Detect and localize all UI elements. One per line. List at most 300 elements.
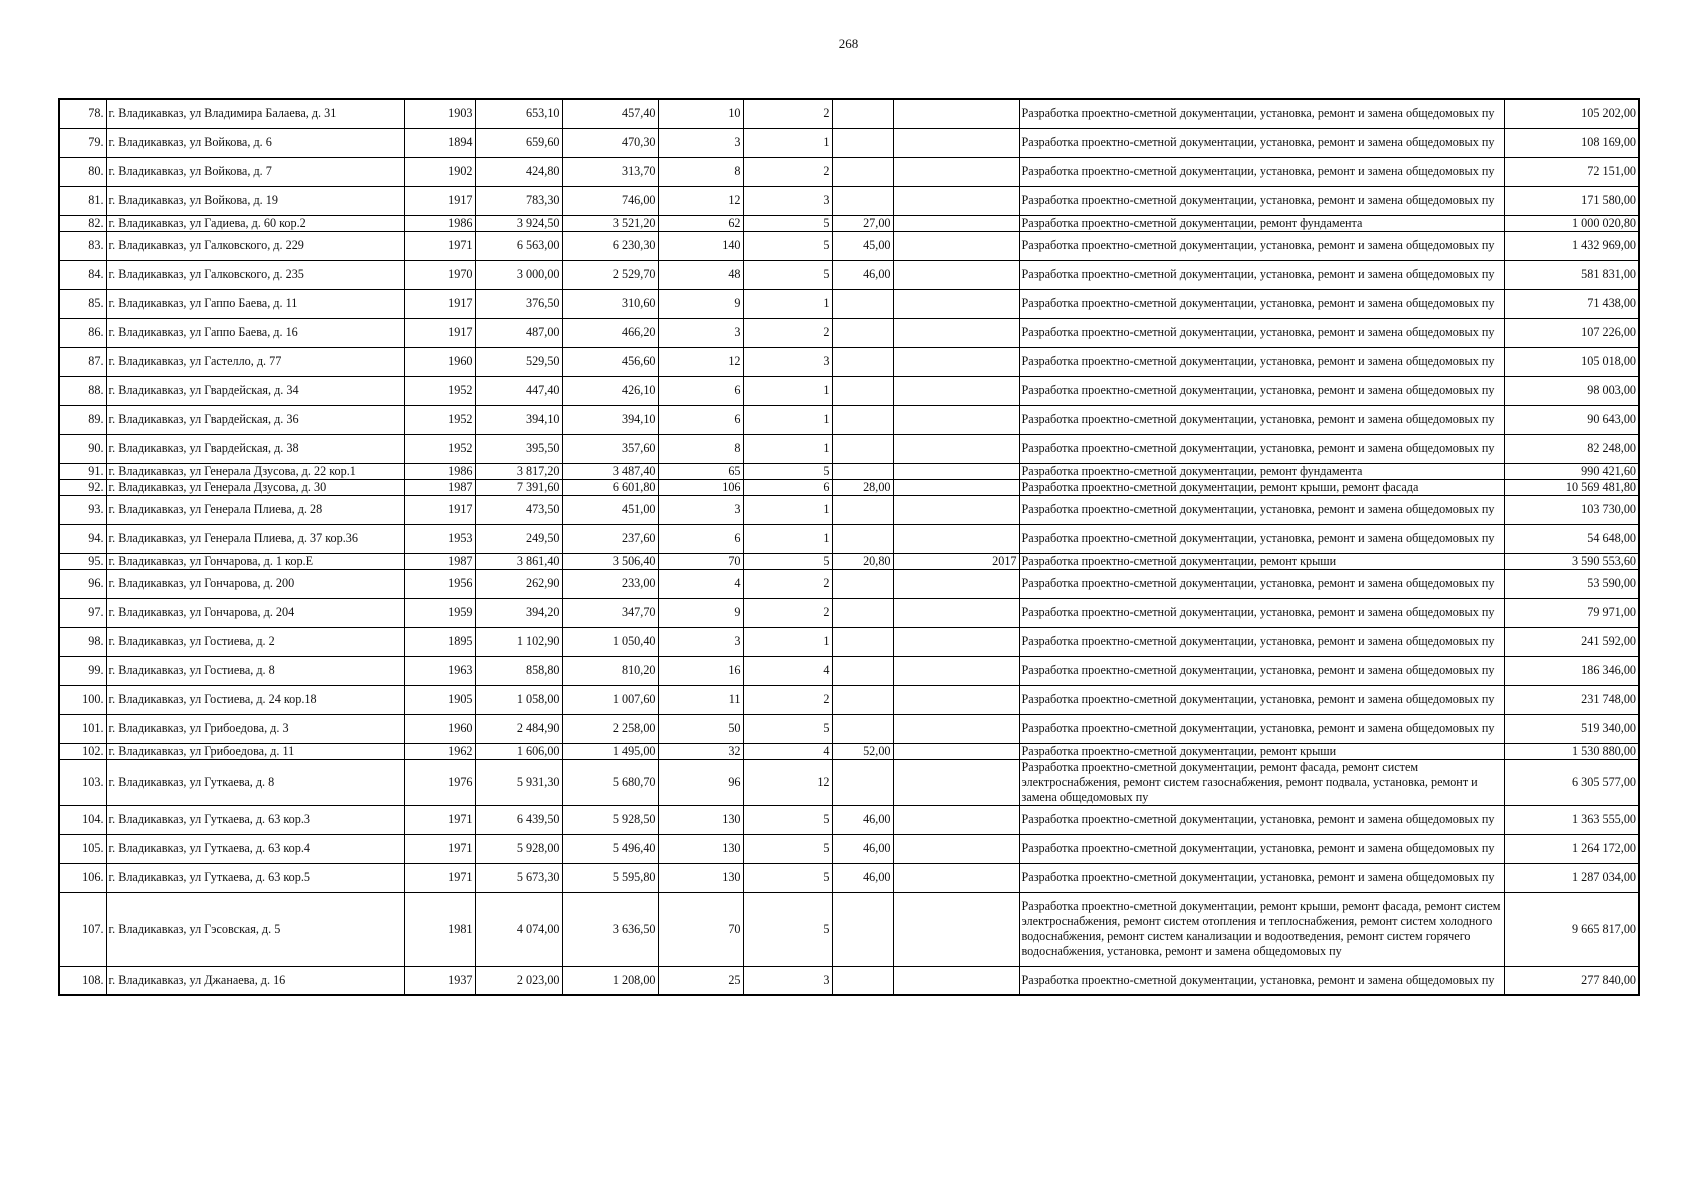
wear-cell xyxy=(832,656,893,685)
cost-cell: 1 530 880,00 xyxy=(1504,743,1639,759)
works-cell: Разработка проектно-сметной документации, установка, ремонт и замена общедомовых пу xyxy=(1019,524,1504,553)
wear-cell xyxy=(832,434,893,463)
living-area-cell: 457,40 xyxy=(562,99,658,128)
total-area-cell: 424,80 xyxy=(475,157,562,186)
year-cell: 1986 xyxy=(404,215,475,231)
year-cell: 1971 xyxy=(404,805,475,834)
residents-cell: 130 xyxy=(658,834,743,863)
table-row xyxy=(59,434,1639,463)
year-cell: 1952 xyxy=(404,376,475,405)
planned-year-cell xyxy=(893,714,1019,743)
living-area-cell: 810,20 xyxy=(562,656,658,685)
wear-cell xyxy=(832,99,893,128)
floors-cell: 1 xyxy=(743,128,832,157)
wear-cell xyxy=(832,376,893,405)
table-row xyxy=(59,289,1639,318)
living-area-cell: 1 208,00 xyxy=(562,966,658,995)
residents-cell: 3 xyxy=(658,318,743,347)
year-cell: 1960 xyxy=(404,347,475,376)
wear-cell xyxy=(832,627,893,656)
wear-cell: 27,00 xyxy=(832,215,893,231)
living-area-cell: 3 636,50 xyxy=(562,892,658,966)
row-number: 85. xyxy=(59,289,106,318)
wear-cell xyxy=(832,524,893,553)
table-row xyxy=(59,347,1639,376)
address-cell: г. Владикавказ, ул Гончарова, д. 1 кор.Е xyxy=(106,553,404,569)
address-cell: г. Владикавказ, ул Гвардейская, д. 36 xyxy=(106,405,404,434)
floors-cell: 3 xyxy=(743,966,832,995)
floors-cell: 4 xyxy=(743,656,832,685)
total-area-cell: 6 563,00 xyxy=(475,231,562,260)
cost-cell: 171 580,00 xyxy=(1504,186,1639,215)
works-cell: Разработка проектно-сметной документации, установка, ремонт и замена общедомовых пу xyxy=(1019,99,1504,128)
address-cell: г. Владикавказ, ул Генерала Плиева, д. 28 xyxy=(106,495,404,524)
table-row xyxy=(59,260,1639,289)
residents-cell: 130 xyxy=(658,805,743,834)
address-cell: г. Владикавказ, ул Грибоедова, д. 11 xyxy=(106,743,404,759)
residents-cell: 3 xyxy=(658,128,743,157)
total-area-cell: 2 023,00 xyxy=(475,966,562,995)
cost-cell: 108 169,00 xyxy=(1504,128,1639,157)
year-cell: 1894 xyxy=(404,128,475,157)
row-number: 84. xyxy=(59,260,106,289)
living-area-cell: 237,60 xyxy=(562,524,658,553)
floors-cell: 3 xyxy=(743,186,832,215)
year-cell: 1917 xyxy=(404,186,475,215)
table-row xyxy=(59,186,1639,215)
cost-cell: 1 363 555,00 xyxy=(1504,805,1639,834)
wear-cell xyxy=(832,157,893,186)
wear-cell: 52,00 xyxy=(832,743,893,759)
floors-cell: 2 xyxy=(743,685,832,714)
total-area-cell: 3 000,00 xyxy=(475,260,562,289)
floors-cell: 1 xyxy=(743,434,832,463)
address-cell: г. Владикавказ, ул Генерала Плиева, д. 37 кор.36 xyxy=(106,524,404,553)
year-cell: 1905 xyxy=(404,685,475,714)
year-cell: 1970 xyxy=(404,260,475,289)
wear-cell: 46,00 xyxy=(832,805,893,834)
row-number: 82. xyxy=(59,215,106,231)
cost-cell: 581 831,00 xyxy=(1504,260,1639,289)
total-area-cell: 529,50 xyxy=(475,347,562,376)
row-number: 103. xyxy=(59,759,106,805)
floors-cell: 5 xyxy=(743,260,832,289)
housing-repair-table xyxy=(58,98,1640,996)
planned-year-cell xyxy=(893,834,1019,863)
total-area-cell: 653,10 xyxy=(475,99,562,128)
table-row xyxy=(59,99,1639,128)
address-cell: г. Владикавказ, ул Войкова, д. 7 xyxy=(106,157,404,186)
table-row xyxy=(59,685,1639,714)
year-cell: 1917 xyxy=(404,495,475,524)
total-area-cell: 5 928,00 xyxy=(475,834,562,863)
floors-cell: 5 xyxy=(743,805,832,834)
planned-year-cell xyxy=(893,892,1019,966)
residents-cell: 12 xyxy=(658,186,743,215)
total-area-cell: 394,20 xyxy=(475,598,562,627)
table-row xyxy=(59,524,1639,553)
residents-cell: 3 xyxy=(658,627,743,656)
floors-cell: 2 xyxy=(743,598,832,627)
table-row xyxy=(59,743,1639,759)
works-cell: Разработка проектно-сметной документации, установка, ремонт и замена общедомовых пу xyxy=(1019,656,1504,685)
wear-cell xyxy=(832,347,893,376)
living-area-cell: 456,60 xyxy=(562,347,658,376)
table-body xyxy=(59,99,1639,995)
year-cell: 1963 xyxy=(404,656,475,685)
works-cell: Разработка проектно-сметной документации, установка, ремонт и замена общедомовых пу xyxy=(1019,714,1504,743)
wear-cell: 46,00 xyxy=(832,260,893,289)
works-cell: Разработка проектно-сметной документации, установка, ремонт и замена общедомовых пу xyxy=(1019,434,1504,463)
total-area-cell: 473,50 xyxy=(475,495,562,524)
year-cell: 1917 xyxy=(404,318,475,347)
planned-year-cell xyxy=(893,759,1019,805)
year-cell: 1981 xyxy=(404,892,475,966)
living-area-cell: 2 258,00 xyxy=(562,714,658,743)
row-number: 95. xyxy=(59,553,106,569)
planned-year-cell xyxy=(893,347,1019,376)
floors-cell: 1 xyxy=(743,524,832,553)
planned-year-cell xyxy=(893,479,1019,495)
floors-cell: 12 xyxy=(743,759,832,805)
planned-year-cell xyxy=(893,685,1019,714)
works-cell: Разработка проектно-сметной документации, установка, ремонт и замена общедомовых пу xyxy=(1019,685,1504,714)
floors-cell: 2 xyxy=(743,318,832,347)
works-cell: Разработка проектно-сметной документации, установка, ремонт и замена общедомовых пу xyxy=(1019,495,1504,524)
living-area-cell: 5 680,70 xyxy=(562,759,658,805)
row-number: 86. xyxy=(59,318,106,347)
floors-cell: 1 xyxy=(743,405,832,434)
cost-cell: 6 305 577,00 xyxy=(1504,759,1639,805)
year-cell: 1959 xyxy=(404,598,475,627)
floors-cell: 5 xyxy=(743,834,832,863)
floors-cell: 1 xyxy=(743,495,832,524)
address-cell: г. Владикавказ, ул Галковского, д. 229 xyxy=(106,231,404,260)
cost-cell: 72 151,00 xyxy=(1504,157,1639,186)
total-area-cell: 249,50 xyxy=(475,524,562,553)
residents-cell: 62 xyxy=(658,215,743,231)
planned-year-cell xyxy=(893,128,1019,157)
residents-cell: 70 xyxy=(658,553,743,569)
planned-year-cell xyxy=(893,598,1019,627)
living-area-cell: 3 487,40 xyxy=(562,463,658,479)
planned-year-cell xyxy=(893,215,1019,231)
row-number: 97. xyxy=(59,598,106,627)
table-row xyxy=(59,627,1639,656)
address-cell: г. Владикавказ, ул Гуткаева, д. 63 кор.4 xyxy=(106,834,404,863)
year-cell: 1976 xyxy=(404,759,475,805)
works-cell: Разработка проектно-сметной документации, установка, ремонт и замена общедомовых пу xyxy=(1019,966,1504,995)
address-cell: г. Владикавказ, ул Гаппо Баева, д. 16 xyxy=(106,318,404,347)
living-area-cell: 6 601,80 xyxy=(562,479,658,495)
address-cell: г. Владикавказ, ул Джанаева, д. 16 xyxy=(106,966,404,995)
total-area-cell: 783,30 xyxy=(475,186,562,215)
floors-cell: 1 xyxy=(743,289,832,318)
works-cell: Разработка проектно-сметной документации, установка, ремонт и замена общедомовых пу xyxy=(1019,805,1504,834)
residents-cell: 3 xyxy=(658,495,743,524)
table-row xyxy=(59,376,1639,405)
cost-cell: 10 569 481,80 xyxy=(1504,479,1639,495)
residents-cell: 6 xyxy=(658,405,743,434)
table-row xyxy=(59,495,1639,524)
cost-cell: 1 000 020,80 xyxy=(1504,215,1639,231)
residents-cell: 32 xyxy=(658,743,743,759)
planned-year-cell xyxy=(893,186,1019,215)
living-area-cell: 394,10 xyxy=(562,405,658,434)
living-area-cell: 466,20 xyxy=(562,318,658,347)
address-cell: г. Владикавказ, ул Войкова, д. 19 xyxy=(106,186,404,215)
living-area-cell: 451,00 xyxy=(562,495,658,524)
row-number: 90. xyxy=(59,434,106,463)
floors-cell: 1 xyxy=(743,376,832,405)
planned-year-cell xyxy=(893,289,1019,318)
address-cell: г. Владикавказ, ул Гостиева, д. 8 xyxy=(106,656,404,685)
total-area-cell: 5 931,30 xyxy=(475,759,562,805)
planned-year-cell xyxy=(893,318,1019,347)
residents-cell: 25 xyxy=(658,966,743,995)
wear-cell xyxy=(832,495,893,524)
table-row xyxy=(59,405,1639,434)
living-area-cell: 313,70 xyxy=(562,157,658,186)
total-area-cell: 7 391,60 xyxy=(475,479,562,495)
year-cell: 1953 xyxy=(404,524,475,553)
residents-cell: 10 xyxy=(658,99,743,128)
table-row xyxy=(59,157,1639,186)
cost-cell: 53 590,00 xyxy=(1504,569,1639,598)
cost-cell: 277 840,00 xyxy=(1504,966,1639,995)
address-cell: г. Владикавказ, ул Гадиева, д. 60 кор.2 xyxy=(106,215,404,231)
total-area-cell: 2 484,90 xyxy=(475,714,562,743)
row-number: 91. xyxy=(59,463,106,479)
cost-cell: 105 202,00 xyxy=(1504,99,1639,128)
table-row xyxy=(59,479,1639,495)
table-row xyxy=(59,569,1639,598)
works-cell: Разработка проектно-сметной документации, установка, ремонт и замена общедомовых пу xyxy=(1019,405,1504,434)
cost-cell: 231 748,00 xyxy=(1504,685,1639,714)
year-cell: 1937 xyxy=(404,966,475,995)
planned-year-cell xyxy=(893,99,1019,128)
works-cell: Разработка проектно-сметной документации, установка, ремонт и замена общедомовых пу xyxy=(1019,598,1504,627)
row-number: 78. xyxy=(59,99,106,128)
planned-year-cell xyxy=(893,863,1019,892)
living-area-cell: 5 496,40 xyxy=(562,834,658,863)
cost-cell: 105 018,00 xyxy=(1504,347,1639,376)
residents-cell: 6 xyxy=(658,524,743,553)
row-number: 94. xyxy=(59,524,106,553)
residents-cell: 4 xyxy=(658,569,743,598)
residents-cell: 140 xyxy=(658,231,743,260)
cost-cell: 1 287 034,00 xyxy=(1504,863,1639,892)
table-row xyxy=(59,231,1639,260)
works-cell: Разработка проектно-сметной документации, установка, ремонт и замена общедомовых пу xyxy=(1019,318,1504,347)
living-area-cell: 357,60 xyxy=(562,434,658,463)
year-cell: 1917 xyxy=(404,289,475,318)
wear-cell: 28,00 xyxy=(832,479,893,495)
wear-cell xyxy=(832,318,893,347)
year-cell: 1971 xyxy=(404,231,475,260)
floors-cell: 5 xyxy=(743,231,832,260)
living-area-cell: 1 495,00 xyxy=(562,743,658,759)
living-area-cell: 5 595,80 xyxy=(562,863,658,892)
row-number: 101. xyxy=(59,714,106,743)
works-cell: Разработка проектно-сметной документации, установка, ремонт и замена общедомовых пу xyxy=(1019,834,1504,863)
planned-year-cell xyxy=(893,231,1019,260)
planned-year-cell xyxy=(893,376,1019,405)
total-area-cell: 6 439,50 xyxy=(475,805,562,834)
cost-cell: 54 648,00 xyxy=(1504,524,1639,553)
cost-cell: 82 248,00 xyxy=(1504,434,1639,463)
cost-cell: 186 346,00 xyxy=(1504,656,1639,685)
works-cell: Разработка проектно-сметной документации, ремонт крыши, ремонт фасада xyxy=(1019,479,1504,495)
total-area-cell: 858,80 xyxy=(475,656,562,685)
year-cell: 1960 xyxy=(404,714,475,743)
planned-year-cell xyxy=(893,966,1019,995)
works-cell: Разработка проектно-сметной документации, установка, ремонт и замена общедомовых пу xyxy=(1019,128,1504,157)
address-cell: г. Владикавказ, ул Гончарова, д. 204 xyxy=(106,598,404,627)
cost-cell: 3 590 553,60 xyxy=(1504,553,1639,569)
planned-year-cell xyxy=(893,627,1019,656)
total-area-cell: 376,50 xyxy=(475,289,562,318)
works-cell: Разработка проектно-сметной документации, установка, ремонт и замена общедомовых пу xyxy=(1019,347,1504,376)
works-cell: Разработка проектно-сметной документации, ремонт фундамента xyxy=(1019,463,1504,479)
works-cell: Разработка проектно-сметной документации, установка, ремонт и замена общедомовых пу xyxy=(1019,231,1504,260)
residents-cell: 9 xyxy=(658,598,743,627)
row-number: 108. xyxy=(59,966,106,995)
address-cell: г. Владикавказ, ул Гуткаева, д. 8 xyxy=(106,759,404,805)
row-number: 83. xyxy=(59,231,106,260)
row-number: 104. xyxy=(59,805,106,834)
living-area-cell: 426,10 xyxy=(562,376,658,405)
living-area-cell: 2 529,70 xyxy=(562,260,658,289)
table-row xyxy=(59,656,1639,685)
wear-cell xyxy=(832,759,893,805)
row-number: 92. xyxy=(59,479,106,495)
living-area-cell: 310,60 xyxy=(562,289,658,318)
total-area-cell: 1 102,90 xyxy=(475,627,562,656)
total-area-cell: 395,50 xyxy=(475,434,562,463)
address-cell: г. Владикавказ, ул Галковского, д. 235 xyxy=(106,260,404,289)
cost-cell: 71 438,00 xyxy=(1504,289,1639,318)
address-cell: г. Владикавказ, ул Гаппо Баева, д. 11 xyxy=(106,289,404,318)
floors-cell: 5 xyxy=(743,463,832,479)
works-cell: Разработка проектно-сметной документации, установка, ремонт и замена общедомовых пу xyxy=(1019,863,1504,892)
address-cell: г. Владикавказ, ул Гостиева, д. 24 кор.18 xyxy=(106,685,404,714)
row-number: 107. xyxy=(59,892,106,966)
floors-cell: 5 xyxy=(743,215,832,231)
table-row xyxy=(59,128,1639,157)
wear-cell: 46,00 xyxy=(832,834,893,863)
address-cell: г. Владикавказ, ул Генерала Дзусова, д. 22 кор.1 xyxy=(106,463,404,479)
planned-year-cell xyxy=(893,434,1019,463)
residents-cell: 11 xyxy=(658,685,743,714)
total-area-cell: 1 058,00 xyxy=(475,685,562,714)
address-cell: г. Владикавказ, ул Гэсовская, д. 5 xyxy=(106,892,404,966)
address-cell: г. Владикавказ, ул Гостиева, д. 2 xyxy=(106,627,404,656)
floors-cell: 4 xyxy=(743,743,832,759)
table-row xyxy=(59,966,1639,995)
works-cell: Разработка проектно-сметной документации, ремонт крыши, ремонт фасада, ремонт систем электроснабжения, ремонт систем отопления и теплоснабжения, ремонт систем холодного водоснабжения, ремонт систем канализации и водоотведения, ремонт систем горячего водоснабжения, установка, ремонт и замена общедомовых пу xyxy=(1019,892,1504,966)
row-number: 87. xyxy=(59,347,106,376)
address-cell: г. Владикавказ, ул Гвардейская, д. 38 xyxy=(106,434,404,463)
wear-cell: 46,00 xyxy=(832,863,893,892)
wear-cell xyxy=(832,598,893,627)
total-area-cell: 4 074,00 xyxy=(475,892,562,966)
works-cell: Разработка проектно-сметной документации, установка, ремонт и замена общедомовых пу xyxy=(1019,289,1504,318)
year-cell: 1956 xyxy=(404,569,475,598)
residents-cell: 130 xyxy=(658,863,743,892)
row-number: 105. xyxy=(59,834,106,863)
table-row xyxy=(59,318,1639,347)
table-row xyxy=(59,834,1639,863)
total-area-cell: 394,10 xyxy=(475,405,562,434)
table-row xyxy=(59,892,1639,966)
works-cell: Разработка проектно-сметной документации, установка, ремонт и замена общедомовых пу xyxy=(1019,260,1504,289)
residents-cell: 70 xyxy=(658,892,743,966)
year-cell: 1903 xyxy=(404,99,475,128)
residents-cell: 16 xyxy=(658,656,743,685)
wear-cell xyxy=(832,405,893,434)
total-area-cell: 3 817,20 xyxy=(475,463,562,479)
wear-cell xyxy=(832,463,893,479)
living-area-cell: 3 521,20 xyxy=(562,215,658,231)
residents-cell: 12 xyxy=(658,347,743,376)
wear-cell xyxy=(832,685,893,714)
living-area-cell: 347,70 xyxy=(562,598,658,627)
planned-year-cell xyxy=(893,405,1019,434)
address-cell: г. Владикавказ, ул Гастелло, д. 77 xyxy=(106,347,404,376)
row-number: 100. xyxy=(59,685,106,714)
wear-cell xyxy=(832,289,893,318)
works-cell: Разработка проектно-сметной документации, ремонт фасада, ремонт систем электроснабжения, ремонт систем газоснабжения, ремонт подвала, установка, ремонт и замена общедомовых пу xyxy=(1019,759,1504,805)
planned-year-cell xyxy=(893,524,1019,553)
works-cell: Разработка проектно-сметной документации, установка, ремонт и замена общедомовых пу xyxy=(1019,627,1504,656)
living-area-cell: 5 928,50 xyxy=(562,805,658,834)
works-cell: Разработка проектно-сметной документации, установка, ремонт и замена общедомовых пу xyxy=(1019,376,1504,405)
residents-cell: 106 xyxy=(658,479,743,495)
planned-year-cell xyxy=(893,805,1019,834)
floors-cell: 1 xyxy=(743,627,832,656)
table-row xyxy=(59,714,1639,743)
year-cell: 1986 xyxy=(404,463,475,479)
year-cell: 1962 xyxy=(404,743,475,759)
row-number: 96. xyxy=(59,569,106,598)
row-number: 98. xyxy=(59,627,106,656)
planned-year-cell xyxy=(893,495,1019,524)
table-row xyxy=(59,215,1639,231)
residents-cell: 8 xyxy=(658,157,743,186)
cost-cell: 519 340,00 xyxy=(1504,714,1639,743)
wear-cell xyxy=(832,569,893,598)
works-cell: Разработка проектно-сметной документации, установка, ремонт и замена общедомовых пу xyxy=(1019,186,1504,215)
table-row xyxy=(59,759,1639,805)
wear-cell xyxy=(832,892,893,966)
cost-cell: 990 421,60 xyxy=(1504,463,1639,479)
address-cell: г. Владикавказ, ул Гончарова, д. 200 xyxy=(106,569,404,598)
total-area-cell: 659,60 xyxy=(475,128,562,157)
wear-cell xyxy=(832,186,893,215)
cost-cell: 90 643,00 xyxy=(1504,405,1639,434)
total-area-cell: 447,40 xyxy=(475,376,562,405)
living-area-cell: 3 506,40 xyxy=(562,553,658,569)
cost-cell: 79 971,00 xyxy=(1504,598,1639,627)
wear-cell: 20,80 xyxy=(832,553,893,569)
planned-year-cell xyxy=(893,569,1019,598)
works-cell: Разработка проектно-сметной документации, установка, ремонт и замена общедомовых пу xyxy=(1019,569,1504,598)
floors-cell: 2 xyxy=(743,157,832,186)
row-number: 99. xyxy=(59,656,106,685)
address-cell: г. Владикавказ, ул Владимира Балаева, д. 31 xyxy=(106,99,404,128)
floors-cell: 6 xyxy=(743,479,832,495)
